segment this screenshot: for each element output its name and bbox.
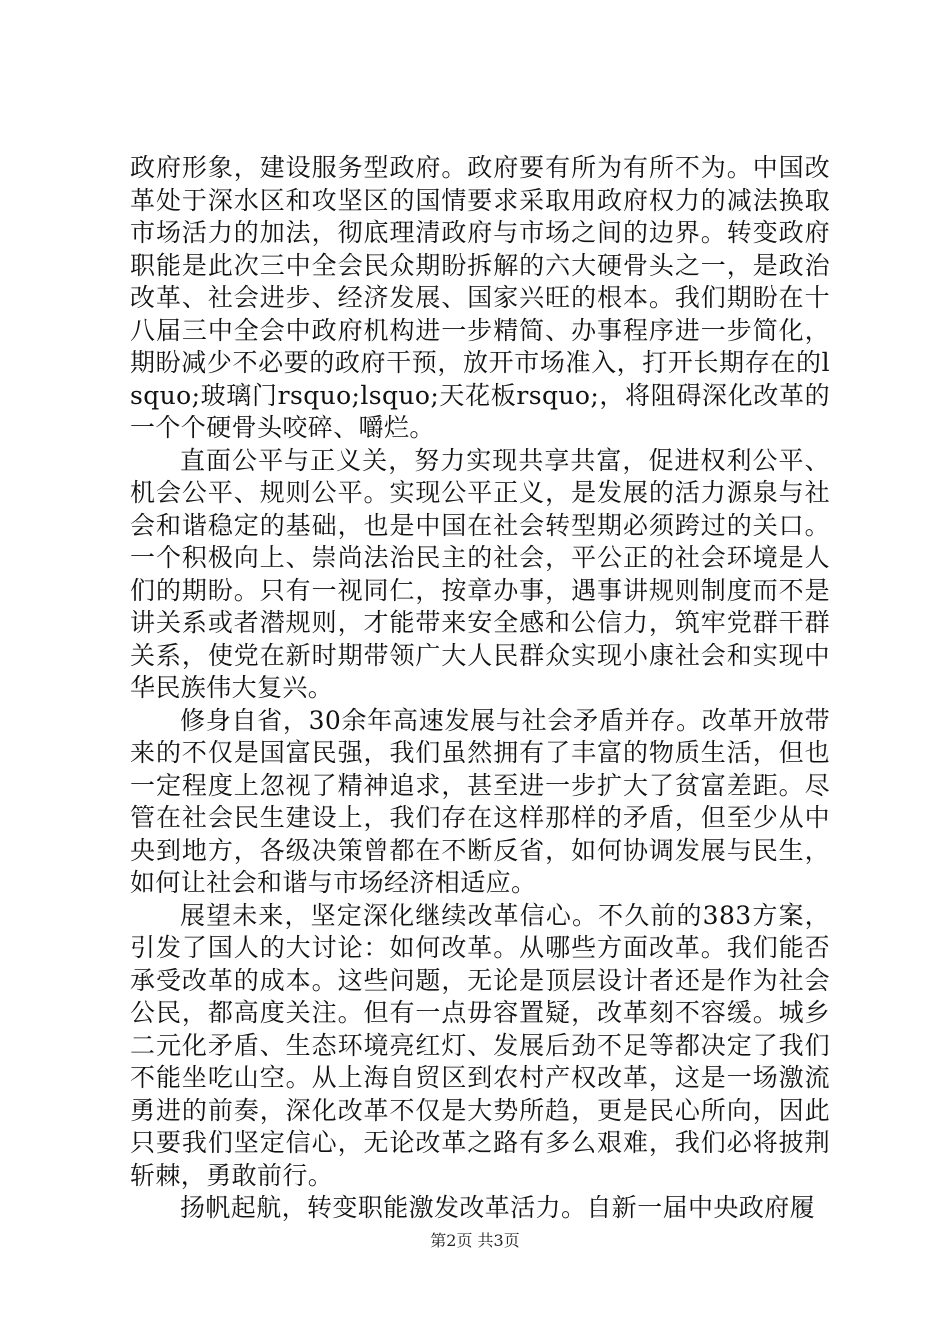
paragraph-2: 直面公平与正义关，努力实现共享共富，促进权利公平、机会公平、规则公平。实现公平正义，是发展的活力源泉与社会和谐稳定的基础，也是中国在社会转型期必须跨过的关口。一个积极向上、崇尚法治民主的社会，平公正的社会环境是人们的期盼。只有一视同仁，按章办事，遇事讲规则制度而不是讲关系或者潜规则，才能带来安全感和公信力，筑牢党群干群关系，使党在新时期带领广大人民群众实现小康社会和实现中华民族伟大复兴。: [130, 445, 830, 702]
paragraph-3: 修身自省，30余年高速发展与社会矛盾并存。改革开放带来的不仅是国富民强，我们虽然拥有了丰富的物质生活，但也一定程度上忽视了精神追求，甚至进一步扩大了贫富差距。尽管在社会民生建设上，我们存在这样那样的矛盾，但至少从中央到地方，各级决策曾都在不断反省，如何协调发展与民生，如何让社会和谐与市场经济相适应。: [130, 705, 830, 897]
paragraph-4: 展望未来，坚定深化继续改革信心。不久前的383方案，引发了国人的大讨论：如何改革。从哪些方面改革。我们能否承受改革的成本。这些问题，无论是顶层设计者还是作为社会公民，都高度关注。但有一点毋容置疑，改革刻不容缓。城乡二元化矛盾、生态环境亮红灯、发展后劲不足等都决定了我们不能坐吃山空。从上海自贸区到农村产权改革，这是一场激流勇进的前奏，深化改革不仅是大势所趋，更是民心所向，因此只要我们坚定信心，无论改革之路有多么艰难，我们必将披荆斩棘，勇敢前行。: [130, 900, 830, 1190]
paragraph-1: 政府形象，建设服务型政府。政府要有所为有所不为。中国改革处于深水区和攻坚区的国情要求采取用政府权力的减法换取市场活力的加法，彻底理清政府与市场之间的边界。转变政府职能是此次三中全会民众期盼拆解的六大硬骨头之一，是政治改革、社会进步、经济发展、国家兴旺的根本。我们期盼在十八届三中全会中政府机构进一步精简、办事程序进一步简化，期盼减少不必要的政府干预，放开市场准入，打开长期存在的lsquo;玻璃门rsquo;lsquo;天花板rsquo;，将阻碍深化改革的一个个硬骨头咬碎、嚼烂。: [130, 153, 830, 442]
page-number-footer: 第2页 共3页: [430, 1231, 520, 1250]
paragraph-5: 扬帆起航，转变职能激发改革活力。自新一届中央政府履: [180, 1193, 816, 1222]
document-body: [130, 152, 830, 1225]
